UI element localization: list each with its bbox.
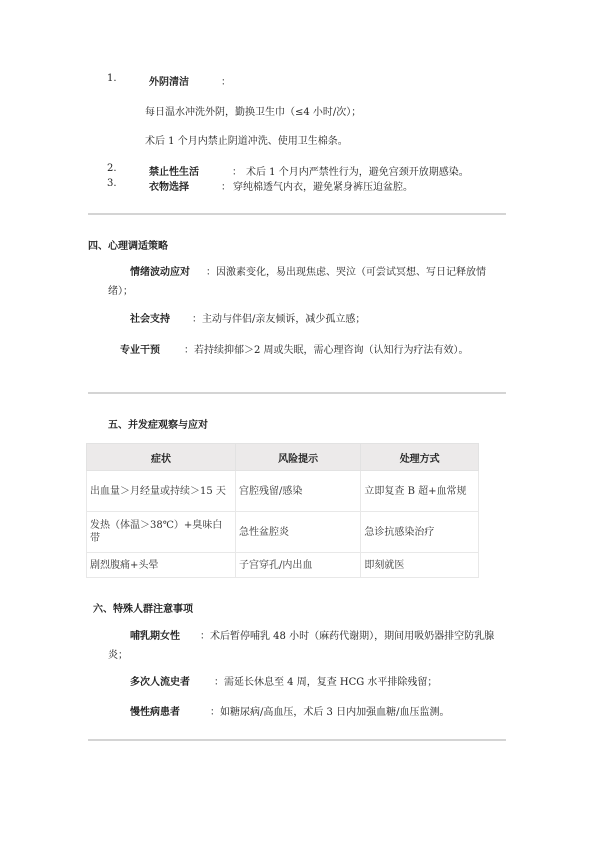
table-header-row <box>87 444 479 471</box>
item-title-hygiene: 外阴清洁 <box>149 77 189 88</box>
special-item-repeat-abortion-title: 多次人流史者 <box>130 677 190 688</box>
table-cell: 出血量＞月经量或持续＞15 天 <box>87 471 236 512</box>
psych-item-professional <box>108 341 506 360</box>
table-cell: 子宫穿孔/内出血 <box>235 553 360 578</box>
table-cell: 急性盆腔炎 <box>235 512 360 553</box>
psych-item-support-text: ：主动与伴侣/亲友倾诉，减少孤立感； <box>192 314 366 325</box>
complications-table <box>86 443 479 578</box>
psych-item-support-title: 社会支持 <box>130 314 170 325</box>
psych-item-professional-text: ：若持续抑郁＞2 周或失眠，需心理咨询（认知行为疗法有效）。 <box>184 345 469 356</box>
section-heading-psych: 四、心理调适策略 <box>88 241 168 252</box>
hygiene-line-2: 术后 1 个月内禁止阴道冲洗、使用卫生棉条。 <box>145 136 348 147</box>
table-row <box>87 471 479 512</box>
special-item-chronic-text: ：如糖尿病/高血压，术后 3 日内加强血糖/血压监测。 <box>210 707 450 718</box>
divider-3 <box>88 739 506 741</box>
special-item-breastfeeding <box>108 627 506 665</box>
special-item-chronic-title: 慢性病患者 <box>130 707 180 718</box>
table-header-symptom: 症状 <box>87 444 236 471</box>
psych-item-emotion <box>108 263 506 301</box>
special-item-repeat-abortion-text: ：需延长休息至 4 周，复查 HCG 水平排除残留； <box>214 677 438 688</box>
psych-item-professional-title: 专业干预 <box>120 345 160 356</box>
divider-2 <box>88 392 506 394</box>
psych-item-emotion-title: 情绪波动应对 <box>130 267 190 278</box>
special-item-chronic <box>108 703 506 722</box>
item-colon-clothing: ： <box>221 182 231 193</box>
psych-item-support <box>108 310 506 329</box>
list-number-3: 3. <box>107 178 117 189</box>
table-row <box>87 553 479 578</box>
item-title-abstinence: 禁止性生活 <box>149 167 199 178</box>
divider-1 <box>88 213 506 215</box>
table-cell: 即刻就医 <box>361 553 479 578</box>
item-colon-abstinence: ： <box>232 167 242 178</box>
list-number-2: 2. <box>107 163 117 174</box>
abstinence-text: 术后 1 个月内严禁性行为，避免宫颈开放期感染。 <box>246 167 469 178</box>
special-item-breastfeeding-text: ：术后暂停哺乳 48 小时（麻药代谢期），期间用吸奶器排空防乳腺炎； <box>108 631 495 661</box>
clothing-text: 穿纯棉透气内衣，避免紧身裤压迫盆腔。 <box>233 182 413 193</box>
table-header-risk: 风险提示 <box>235 444 360 471</box>
item-colon-hygiene: ： <box>221 77 231 88</box>
special-item-repeat-abortion <box>108 673 506 692</box>
hygiene-line-1: 每日温水冲洗外阴，勤换卫生巾（≤4 小时/次）； <box>145 107 362 118</box>
item-title-clothing: 衣物选择 <box>149 182 189 193</box>
table-cell: 宫腔残留/感染 <box>235 471 360 512</box>
list-number-1: 1. <box>107 73 117 84</box>
section-heading-complications: 五、并发症观察与应对 <box>108 420 208 431</box>
table-header-action: 处理方式 <box>361 444 479 471</box>
psych-item-emotion-text: ：因激素变化，易出现焦虑、哭泣（可尝试冥想、写日记释放情绪）； <box>108 267 486 297</box>
section-heading-special: 六、特殊人群注意事项 <box>93 604 193 615</box>
special-item-breastfeeding-title: 哺乳期女性 <box>130 631 180 642</box>
table-cell: 剧烈腹痛+头晕 <box>87 553 236 578</box>
table-row <box>87 512 479 553</box>
table-cell: 急诊抗感染治疗 <box>361 512 479 553</box>
table-cell: 发热（体温＞38℃）+臭味白带 <box>87 512 236 553</box>
table-cell: 立即复查 B 超+血常规 <box>361 471 479 512</box>
